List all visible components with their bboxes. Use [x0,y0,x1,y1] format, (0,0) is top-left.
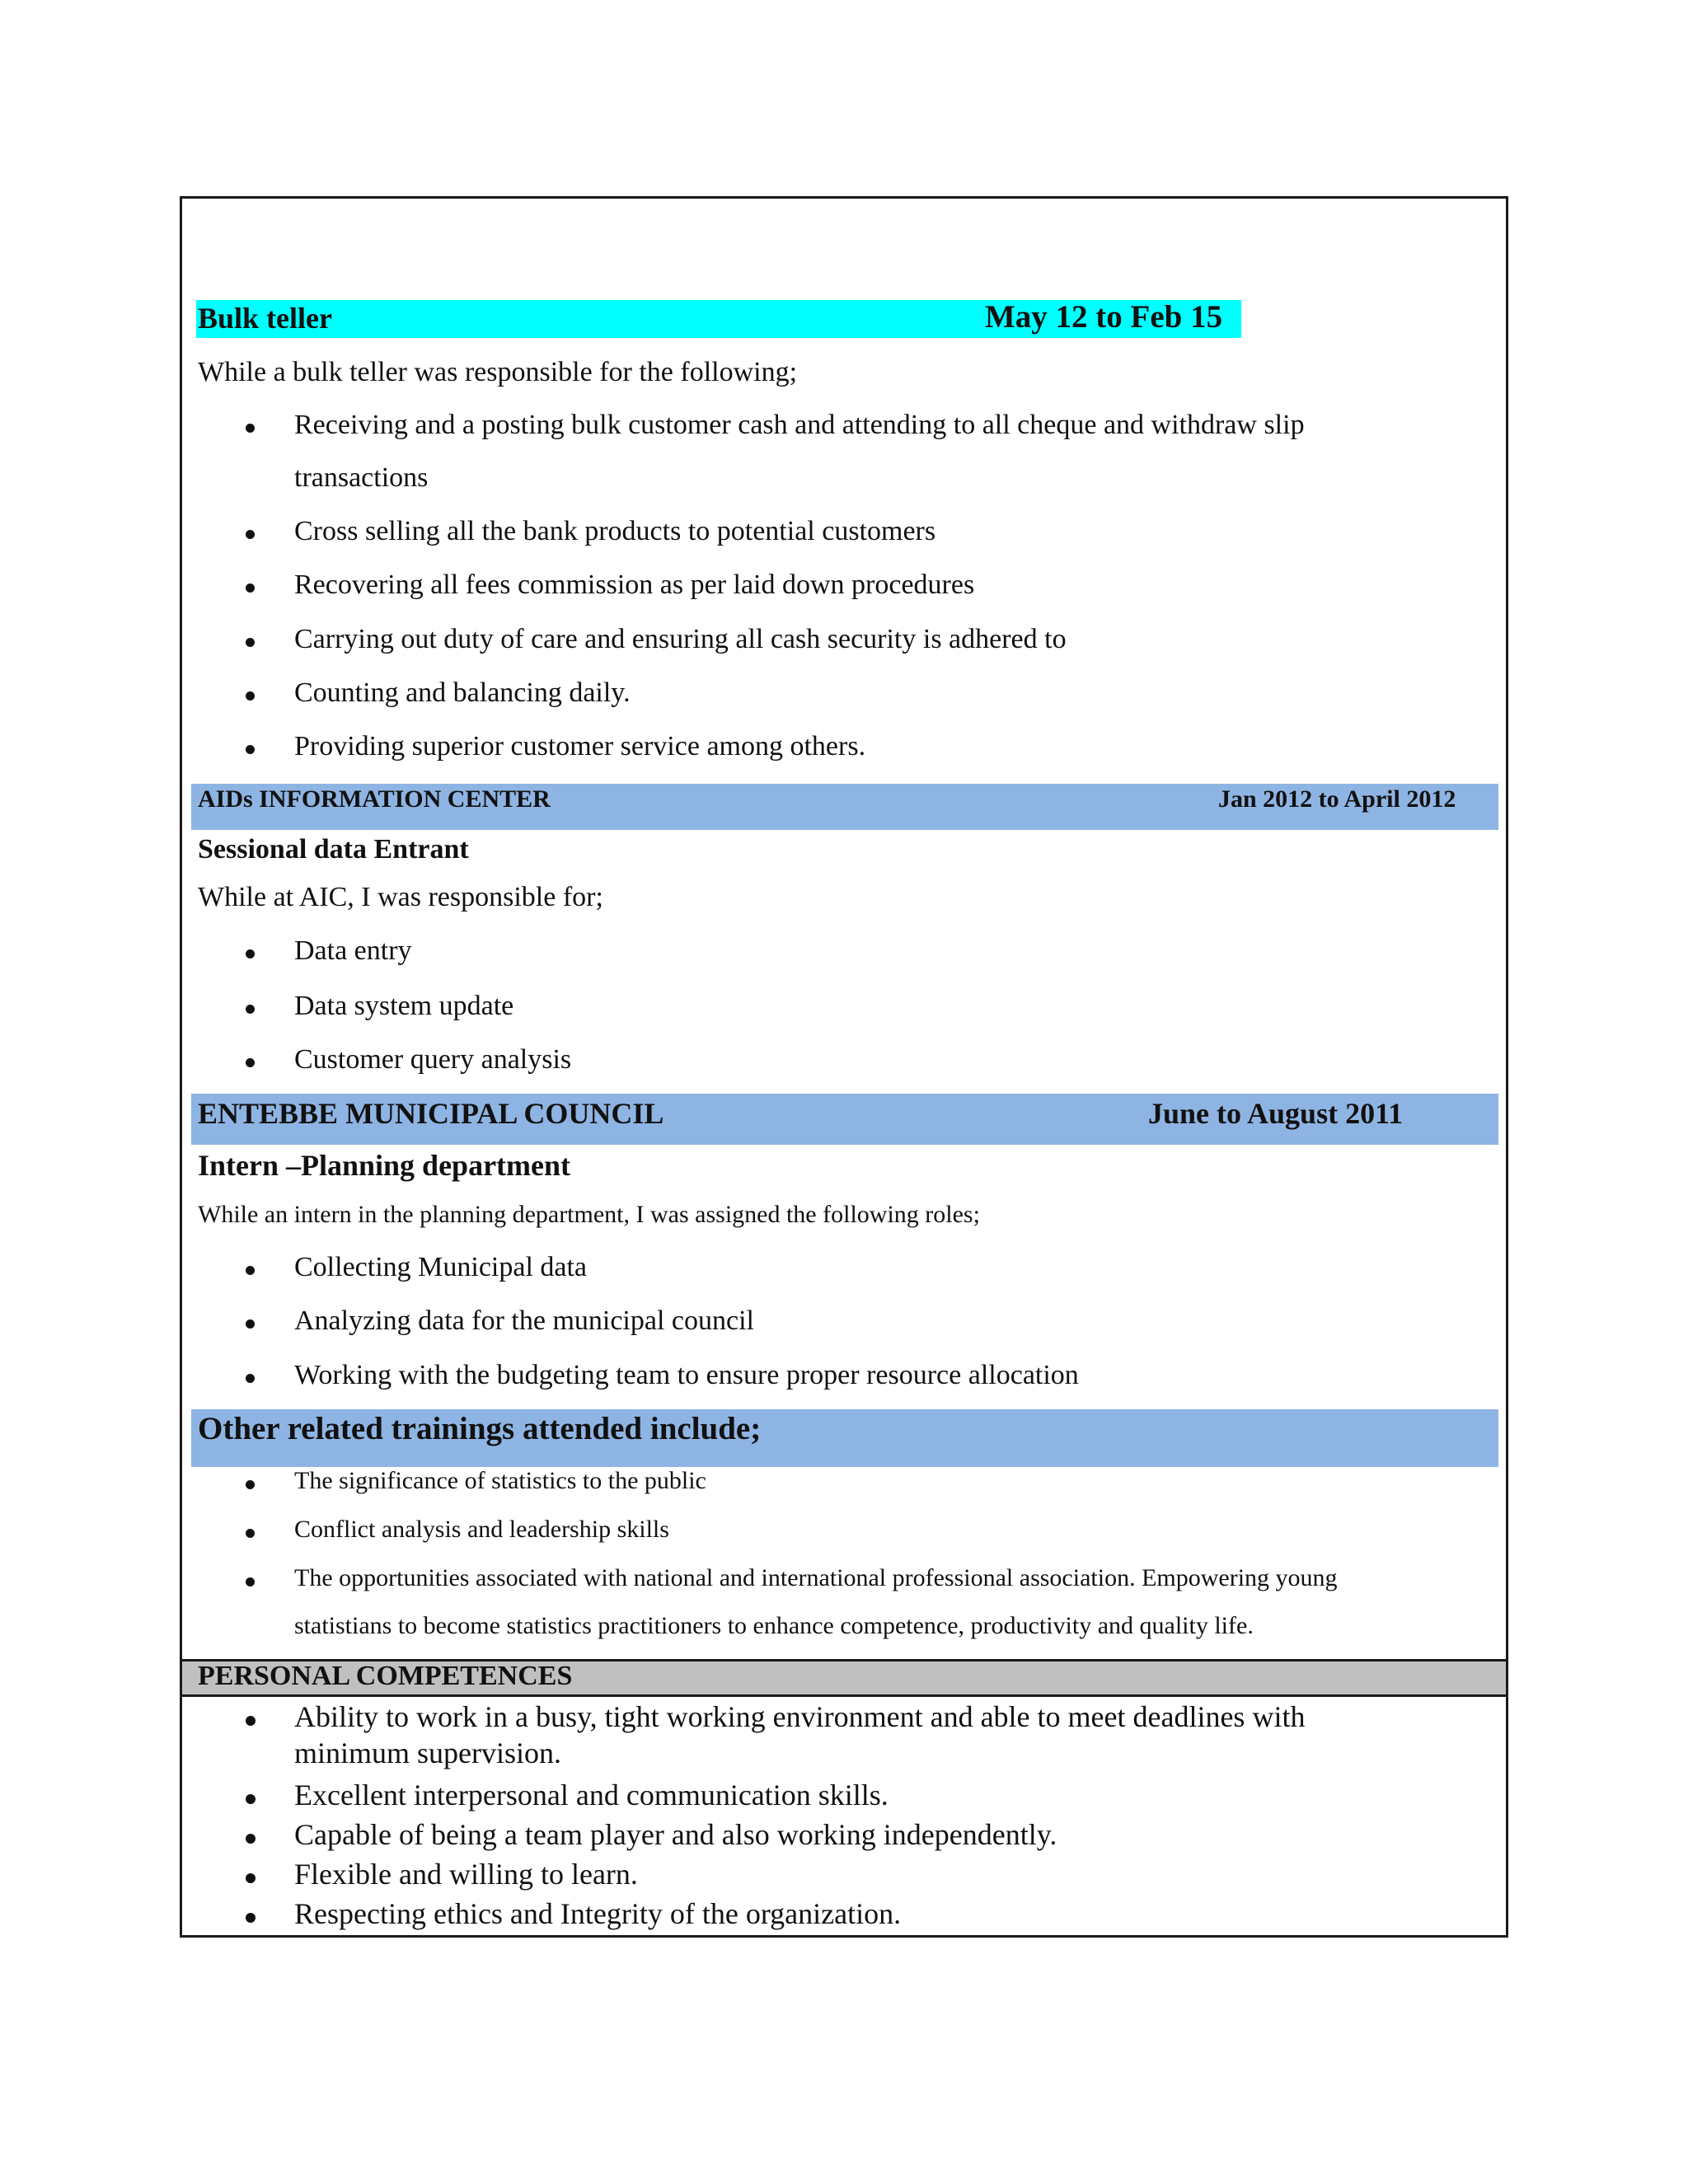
list-item: The opportunities associated with national and international professional association. Empowering young [294,1564,1338,1591]
bullet-icon [246,1873,256,1883]
emc-role: Intern –Planning department [198,1149,571,1182]
list-item: Analyzing data for the municipal council [294,1305,754,1336]
emc-org-name: ENTEBBE MUNICIPAL COUNCIL [198,1097,664,1130]
list-item: Capable of being a team player and also working independently. [294,1818,1057,1851]
aic-org-name: AIDs INFORMATION CENTER [198,785,551,813]
bullet-icon [246,530,255,539]
aic-intro: While at AIC, I was responsible for; [198,882,603,912]
bullet-icon [246,1577,255,1586]
list-item: Working with the budgeting team to ensure proper resource allocation [294,1360,1079,1390]
list-item: transactions [294,462,429,493]
list-item: Cross selling all the bank products to potential customers [294,516,936,546]
bullet-icon [246,949,255,958]
list-item: Respecting ethics and Integrity of the organization. [294,1897,902,1930]
list-item: The significance of statistics to the public [294,1467,706,1494]
list-item: minimum supervision. [294,1736,561,1769]
bulk-teller-intro: While a bulk teller was responsible for the following; [198,357,798,387]
list-item: Recovering all fees commission as per laid down procedures [294,569,975,600]
list-item: Providing superior customer service among others. [294,731,866,762]
list-item: Excellent interpersonal and communication skills. [294,1779,889,1811]
bullet-icon [246,1480,255,1489]
bullet-icon [246,1794,256,1804]
list-item: Ability to work in a busy, tight working environment and able to meet deadlines with [294,1700,1306,1733]
bullet-icon [246,1716,256,1726]
emc-intro: While an intern in the planning department, I was assigned the following roles; [198,1201,980,1228]
trainings-heading: Other related trainings attended include; [198,1411,762,1446]
bullet-icon [246,1374,255,1383]
bullet-icon [246,1319,255,1329]
bullet-icon [246,1005,255,1014]
list-item: Flexible and willing to learn. [294,1858,638,1891]
bullet-icon [246,1529,255,1538]
list-item: Data entry [294,935,412,966]
bullet-icon [246,1913,256,1923]
list-item: Receiving and a posting bulk customer cash and attending to all cheque and withdraw slip [294,410,1305,440]
bullet-icon [246,1266,255,1275]
list-item: Counting and balancing daily. [294,677,631,708]
divider [180,1694,1508,1697]
competences-heading: PERSONAL COMPETENCES [198,1661,573,1691]
bullet-icon [246,1834,256,1844]
list-item: Conflict analysis and leadership skills [294,1516,669,1543]
bullet-icon [246,745,255,754]
list-item: Collecting Municipal data [294,1252,588,1282]
bullet-icon [246,1058,255,1067]
emc-dates: June to August 2011 [1148,1097,1404,1130]
bulk-teller-dates: May 12 to Feb 15 [985,299,1223,335]
aic-dates: Jan 2012 to April 2012 [1218,785,1456,813]
bulk-teller-title: Bulk teller [198,302,332,335]
bullet-icon [246,583,255,593]
list-item: Data system update [294,991,514,1021]
aic-role: Sessional data Entrant [198,834,469,865]
bullet-icon [246,424,255,433]
list-item: Carrying out duty of care and ensuring all cash security is adhered to [294,624,1067,654]
bullet-icon [246,691,255,701]
bullet-icon [246,638,255,647]
list-item: statistians to become statistics practitioners to enhance competence, productivity and quality life. [294,1612,1254,1639]
list-item: Customer query analysis [294,1044,572,1075]
